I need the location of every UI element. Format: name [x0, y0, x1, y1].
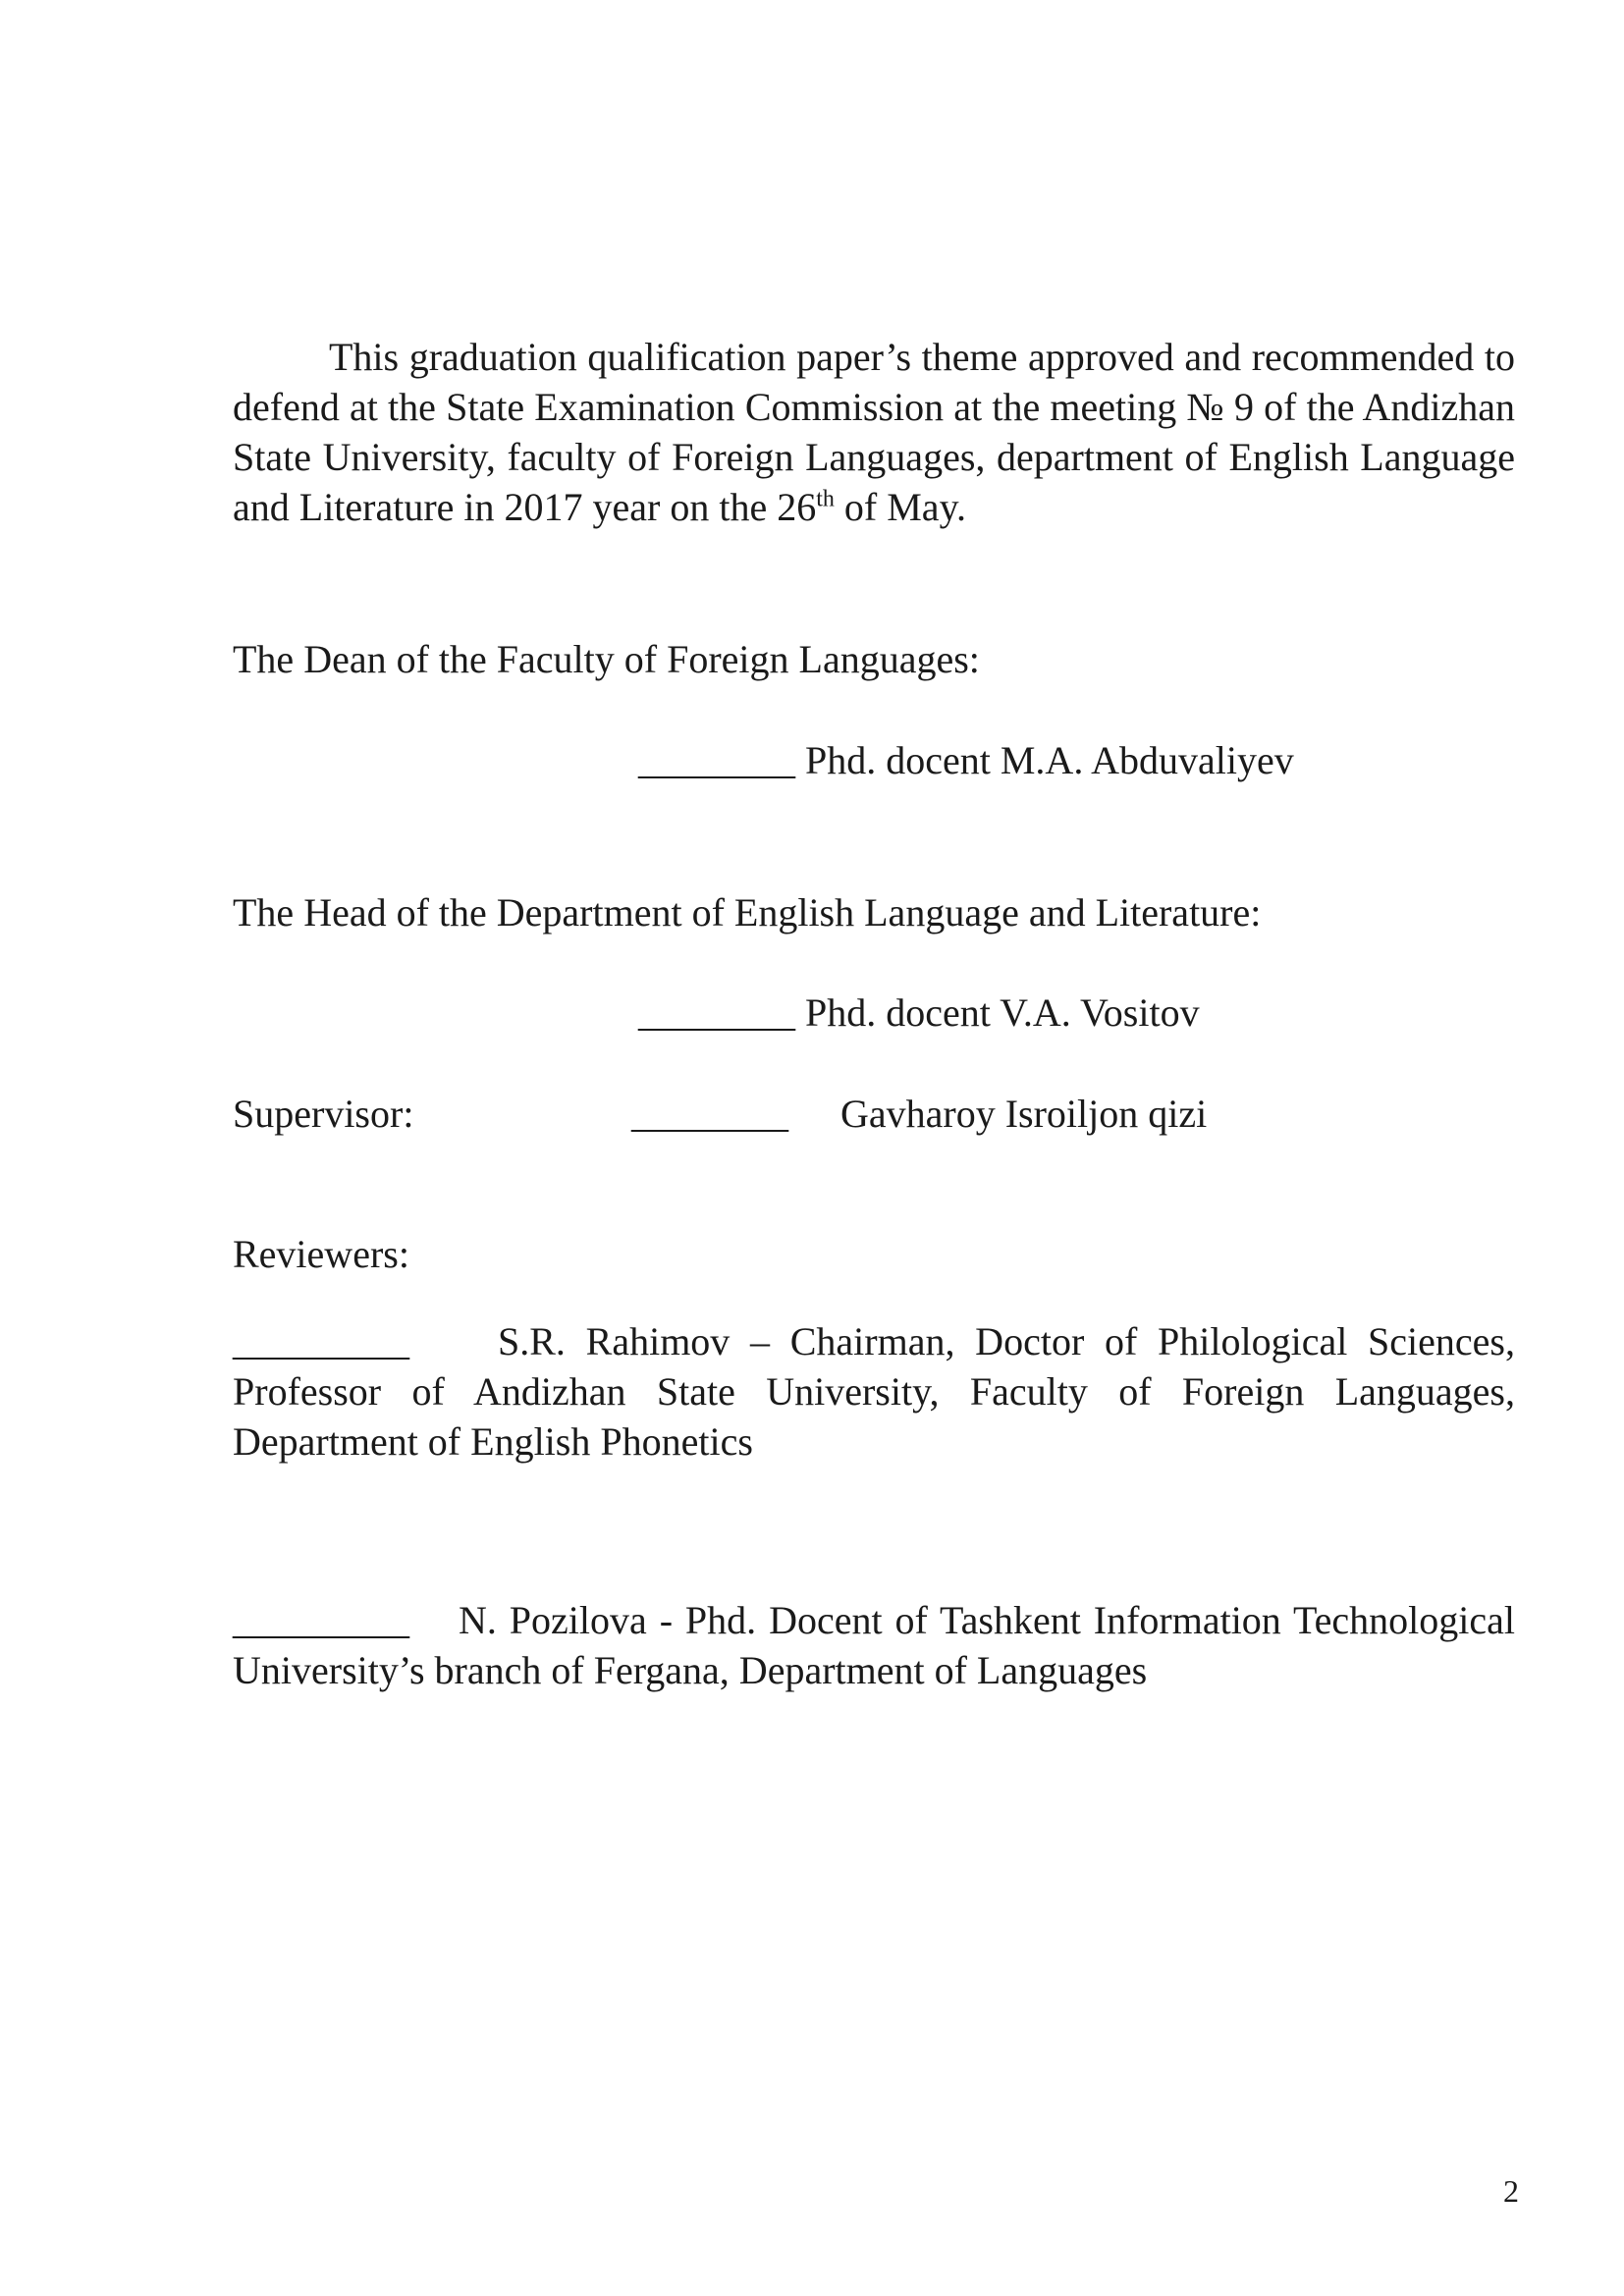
head-signature-row: [638, 988, 1200, 1038]
dean-signature-row: [638, 735, 1294, 785]
approval-text: This graduation qualification paper’s theme approved and recommended to defend at the State Examination Commission at the meeting № 9 of the Andizhan State University, faculty of Foreign Languages, department of English Language and Literature in 2017 year on the 26: [233, 335, 1515, 529]
dean-title: The Dean of the Faculty of Foreign Languages:: [233, 637, 980, 681]
approval-text-end: of May.: [834, 485, 966, 529]
reviewer-entry: [233, 1595, 1515, 1695]
head-title: The Head of the Department of English Language and Literature:: [233, 890, 1262, 934]
supervisor-signature-line: ________: [631, 1092, 788, 1136]
dean-signature-line: ________: [638, 738, 795, 782]
head-signature-line: ________: [638, 990, 795, 1035]
supervisor-label: Supervisor:: [233, 1092, 414, 1136]
reviewer-signature-line: _________: [233, 1319, 409, 1363]
dean-name: Phd. docent M.A. Abduvaliyev: [805, 738, 1294, 782]
reviewer-entry: [233, 1316, 1515, 1467]
reviewer-text: S.R. Rahimov – Chairman, Doctor of Philological Sciences, Professor of Andizhan State University, Faculty of Foreign Languages, Department of English Phonetics: [233, 1319, 1515, 1464]
reviewer-signature-line: _________: [233, 1598, 409, 1642]
supervisor-name: Gavharoy Isroiljon qizi: [840, 1092, 1208, 1136]
head-name: Phd. docent V.A. Vositov: [805, 990, 1200, 1035]
reviewers-heading: Reviewers:: [233, 1232, 409, 1276]
approval-date-superscript: th: [816, 486, 835, 512]
page-number: 2: [1503, 2173, 1519, 2209]
reviewer-text: N. Pozilova - Phd. Docent of Tashkent Information Technological University’s branch of Fergana, Department of Languages: [233, 1598, 1515, 1692]
approval-paragraph: [233, 332, 1515, 532]
